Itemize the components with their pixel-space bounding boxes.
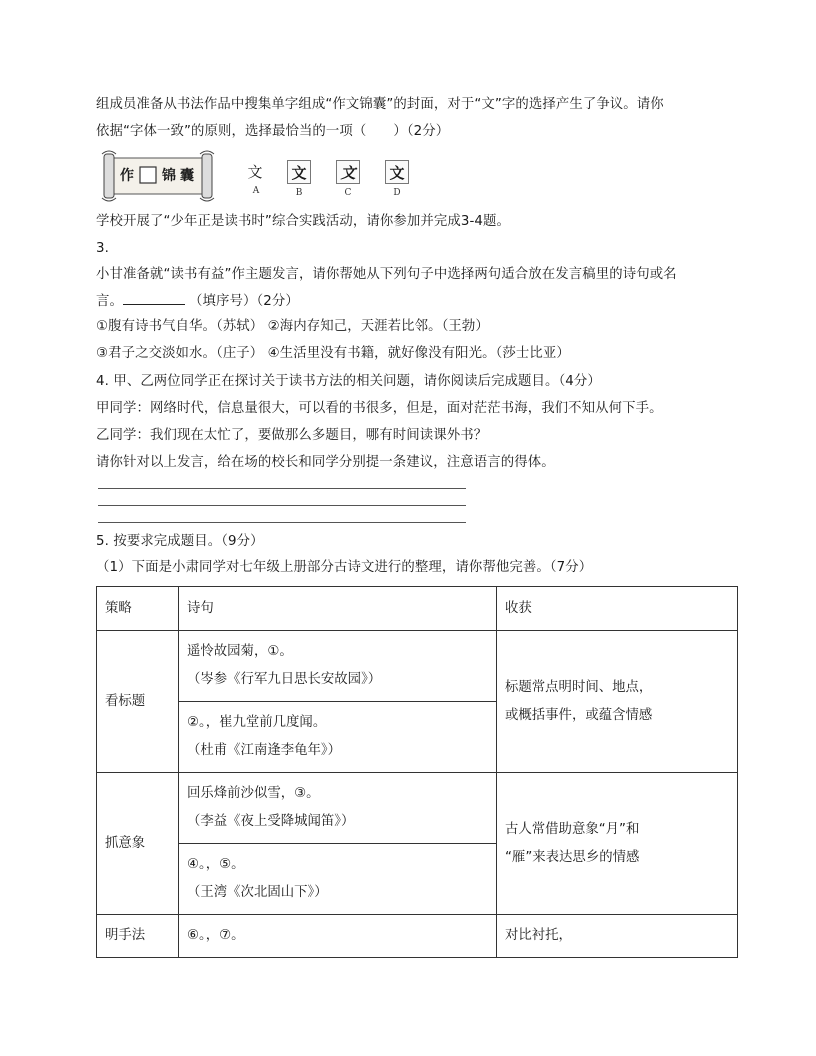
poem-line: 回乐烽前沙似雪，③。 bbox=[187, 786, 320, 801]
option-c-label: C bbox=[344, 188, 352, 198]
activity-intro: 学校开展了“少年正是读书时”综合实践活动，请你参加并完成3-4题。 bbox=[96, 214, 510, 229]
q4-answer-line-3[interactable] bbox=[98, 522, 466, 523]
table-header-row bbox=[97, 587, 738, 631]
header-strategy: 策略 bbox=[97, 587, 179, 631]
intro-line-1: 组成员准备从书法作品中搜集单字组成“作文锦囊”的封面，对于“文”字的选择产生了争议。请你 bbox=[96, 97, 664, 112]
option-d[interactable] bbox=[385, 160, 409, 198]
poem-cell[interactable] bbox=[179, 702, 497, 773]
poem-line: ②。，崔九堂前几度闻。 bbox=[187, 715, 327, 730]
strategy-cell: 明手法 bbox=[97, 915, 179, 958]
poem-cell[interactable] bbox=[179, 631, 497, 702]
gain-line: 标题常点明时间、地点， bbox=[505, 679, 653, 695]
intro-line-2: 依据“字体一致”的原则，选择最恰当的一项（ ）（2分） bbox=[96, 124, 450, 139]
table-row bbox=[97, 773, 738, 844]
q3-line-2 bbox=[96, 292, 299, 311]
header-gain: 收获 bbox=[497, 587, 738, 631]
option-d-glyph: 文 bbox=[385, 160, 409, 184]
q3-number: 3. bbox=[96, 241, 109, 256]
q4-answer-line-2[interactable] bbox=[98, 505, 466, 506]
gain-line: 古人常借助意象“月”和 bbox=[505, 821, 640, 837]
poem-table bbox=[96, 586, 738, 958]
scroll-char-right: 锦囊 bbox=[162, 168, 198, 184]
poem-source: （王湾《次北固山下》） bbox=[187, 885, 328, 900]
scroll-image bbox=[100, 150, 216, 202]
gain-line: 或概括事件，或蕴含情感 bbox=[505, 707, 653, 723]
strategy-cell: 看标题 bbox=[97, 631, 179, 773]
option-c[interactable] bbox=[336, 160, 360, 198]
option-a-glyph: 文 bbox=[247, 162, 263, 181]
poem-source: （岑参《行军九日思长安故园》） bbox=[187, 672, 382, 687]
poem-line: ⑥。，⑦。 bbox=[187, 928, 245, 943]
option-c-glyph: 文 bbox=[336, 160, 360, 184]
table-row bbox=[97, 915, 738, 958]
q4-title: 4. 甲、乙两位同学正在探讨关于读书方法的相关问题，请你阅读后完成题目。（4分） bbox=[96, 374, 601, 389]
option-a[interactable] bbox=[244, 160, 268, 196]
poem-line: ④。，⑤。 bbox=[187, 857, 245, 872]
gain-cell bbox=[497, 631, 738, 773]
q3-answer-blank[interactable] bbox=[123, 292, 185, 305]
q4-jia: 甲同学：网络时代，信息量很大，可以看的书很多，但是，面对茫茫书海，我们不知从何下手。 bbox=[96, 401, 663, 416]
q3-options-1: ①腹有诗书气自华。（苏轼） ②海内存知己，天涯若比邻。（王勃） bbox=[96, 319, 489, 334]
q5-sub1: （1）下面是小肃同学对七年级上册部分古诗文进行的整理，请你帮他完善。（7分） bbox=[96, 560, 593, 575]
gain-cell bbox=[497, 915, 738, 958]
poem-source: （李益《夜上受降城闻笛》） bbox=[187, 814, 355, 829]
scroll-char-left: 作 bbox=[120, 168, 134, 184]
q4-prompt: 请你针对以上发言，给在场的校长和同学分别提一条建议，注意语言的得体。 bbox=[96, 455, 555, 470]
option-d-label: D bbox=[393, 188, 401, 198]
poem-cell[interactable] bbox=[179, 773, 497, 844]
q5-title: 5. 按要求完成题目。（9分） bbox=[96, 534, 264, 549]
option-a-label: A bbox=[252, 186, 260, 196]
poem-source: （杜甫《江南逢李龟年》） bbox=[187, 743, 341, 758]
gain-line: “雁”来表达思乡的情感 bbox=[505, 849, 640, 865]
strategy-cell: 抓意象 bbox=[97, 773, 179, 915]
q3-line-2-prefix: 言。 bbox=[96, 294, 123, 309]
poem-line: 遥怜故园菊，①。 bbox=[187, 644, 293, 659]
q3-line-2-suffix: （填序号）（2分） bbox=[188, 294, 299, 309]
option-b[interactable] bbox=[287, 160, 311, 198]
table-row bbox=[97, 631, 738, 702]
q4-answer-line-1[interactable] bbox=[98, 488, 466, 489]
poem-cell[interactable] bbox=[179, 844, 497, 915]
q4-yi: 乙同学：我们现在太忙了，要做那么多题目，哪有时间读课外书？ bbox=[96, 428, 488, 443]
gain-cell bbox=[497, 773, 738, 915]
option-b-glyph: 文 bbox=[287, 160, 311, 184]
option-b-label: B bbox=[295, 188, 303, 198]
q3-options-2: ③君子之交淡如水。（庄子） ④生活里没有书籍，就好像没有阳光。（莎士比亚） bbox=[96, 346, 570, 361]
gain-line: 对比衬托， bbox=[505, 928, 572, 943]
poem-cell[interactable] bbox=[179, 915, 497, 958]
header-poem: 诗句 bbox=[179, 587, 497, 631]
q3-line-1: 小甘准备就“读书有益”作主题发言，请你帮她从下列句子中选择两句适合放在发言稿里的诗句或名 bbox=[96, 267, 677, 282]
